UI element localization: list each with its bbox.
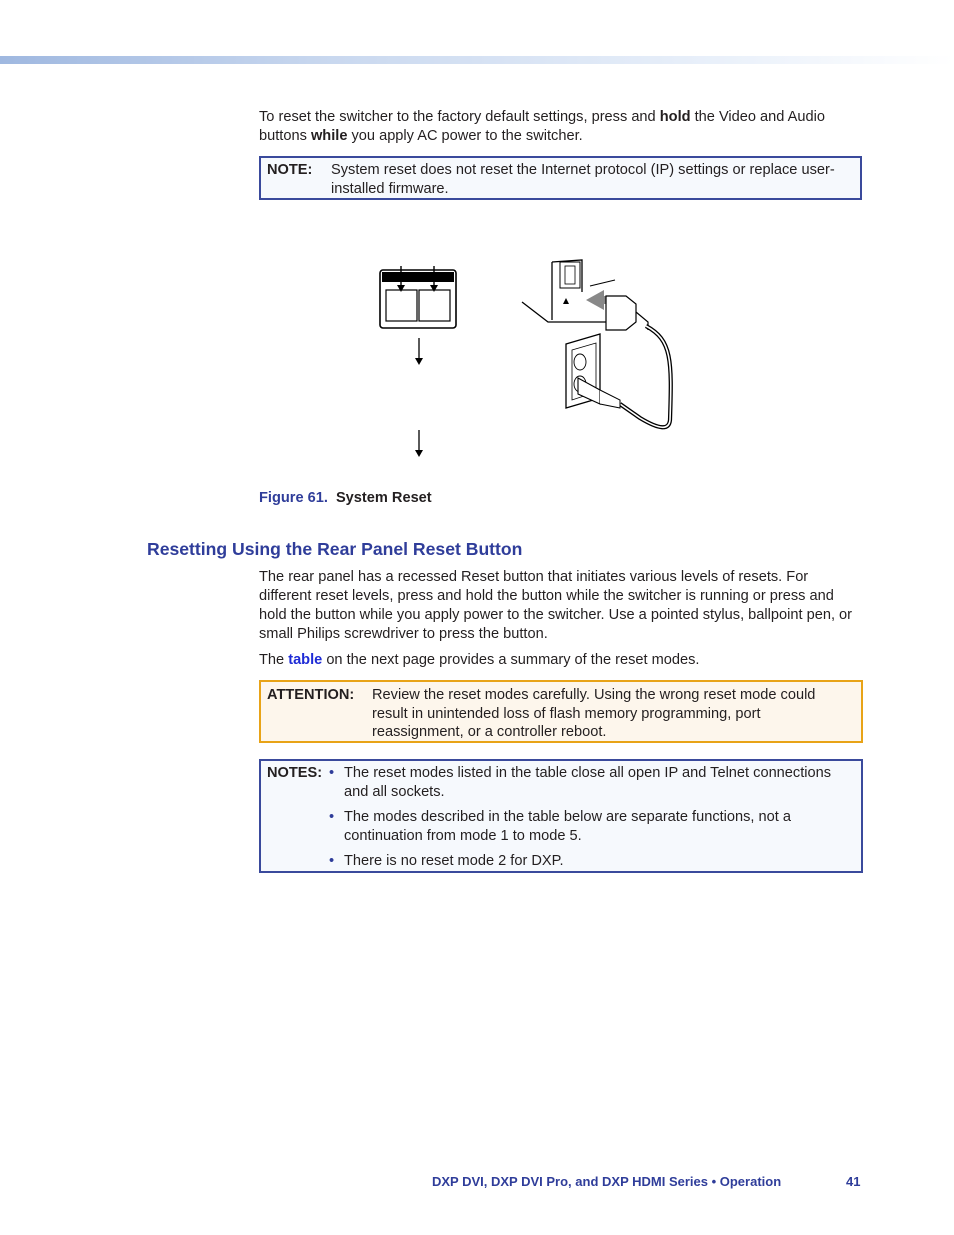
figure-caption bbox=[259, 490, 432, 506]
note-item-text: The reset modes listed in the table close all open IP and Telnet connections and all sockets. bbox=[344, 765, 832, 800]
note-item-text: The modes described in the table below are separate functions, not a continuation from mode 1 to mode 5. bbox=[344, 809, 792, 844]
intro-paragraph bbox=[259, 108, 859, 146]
list-item bbox=[329, 852, 849, 871]
system-reset-figure bbox=[340, 230, 740, 480]
footer-title: DXP DVI, DXP DVI Pro, and DXP HDMI Series • Operation bbox=[432, 1174, 782, 1189]
intro-bold-hold: hold bbox=[659, 109, 691, 125]
note-label: NOTE: bbox=[267, 162, 313, 178]
list-item bbox=[329, 808, 849, 845]
attention-text: Review the reset modes carefully. Using the wrong reset mode could result in unintended loss of flash memory programming, port reassignment, or a controller reboot. bbox=[372, 687, 816, 740]
section-heading: Resetting Using the Rear Panel Reset Button bbox=[147, 539, 523, 559]
para2-post: on the next page provides a summary of the reset modes. bbox=[322, 652, 700, 668]
down-arrow-icon-2 bbox=[415, 430, 423, 457]
note-text: System reset does not reset the Internet protocol (IP) settings or replace user-installed firmware. bbox=[331, 162, 835, 197]
para2-pre: The bbox=[259, 652, 289, 668]
front-panel-buttons-illustration bbox=[380, 266, 456, 328]
figure-number: Figure 61. bbox=[259, 490, 328, 506]
note-item-text: There is no reset mode 2 for DXP. bbox=[344, 853, 564, 869]
wall-outlet-illustration bbox=[566, 334, 620, 408]
intro-text-3: you apply AC power to the switcher. bbox=[347, 128, 583, 144]
table-link[interactable]: table bbox=[288, 652, 323, 668]
attention-label: ATTENTION: bbox=[267, 687, 355, 703]
list-item bbox=[329, 764, 849, 801]
attention-box bbox=[259, 680, 863, 743]
figure-title: System Reset bbox=[335, 490, 432, 506]
notes-list bbox=[329, 764, 849, 878]
intro-bold-while: while bbox=[310, 128, 348, 144]
notes-label: NOTES: bbox=[267, 765, 323, 781]
down-arrow-icon bbox=[415, 338, 423, 365]
notes-box bbox=[259, 759, 863, 873]
section-paragraph: The rear panel has a recessed Reset button that initiates various levels of resets. For different reset levels, press and hold the button while the switcher is running or press and hold the button while you apply power to the switcher. Use a pointed stylus, ballpoint pen, or small Philips screwdriver to press the button. bbox=[259, 569, 853, 642]
note-box bbox=[259, 156, 862, 200]
table-reference-paragraph bbox=[259, 651, 859, 670]
bullet-icon: • bbox=[329, 765, 335, 781]
intro-text-2: the Video and Audio buttons bbox=[259, 109, 825, 144]
bullet-icon: • bbox=[329, 853, 335, 869]
intro-text-1: To reset the switcher to the factory default settings, press and bbox=[259, 109, 660, 125]
bullet-icon: • bbox=[329, 809, 335, 825]
page-number: 41 bbox=[846, 1174, 861, 1189]
header-gradient-bar bbox=[0, 56, 954, 64]
